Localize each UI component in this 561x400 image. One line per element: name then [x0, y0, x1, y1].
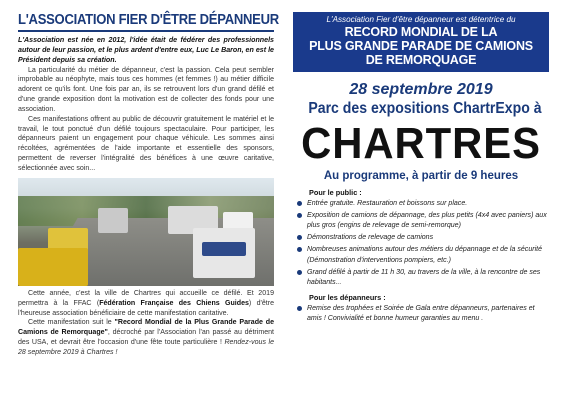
list-item [293, 199, 549, 209]
event-city: CHARTRES [301, 119, 541, 168]
pros-section-title: Pour les dépanneurs : [309, 293, 386, 303]
list-item [293, 233, 549, 243]
text-span: ) d'être l'heureuse association bénéficiaire de cette manifestation caritative. [18, 299, 274, 317]
program-heading: Au programme, à partir de 9 heures [323, 170, 519, 182]
intro-paragraph: L'Association est née en 2012, l'idée était de fédérer des professionnels autour de leur passion, et le plus ardent d'entre eux, Luc Le Baron, en est le Président depuis sa création. [18, 36, 274, 64]
banner-line: PLUS GRANDE PARADE DE CAMIONS [309, 39, 533, 53]
title-divider [18, 30, 274, 32]
paragraph-manifestations: Ces manifestations offrent au public de découvrir gratuitement le matériel et le travail, le tout ponctué d'un défilé toujours spectaculaire. Pour participer, les dépanneurs paient un engagement pour chaque véhicule. Les sommes ainsi récoltées, agrémentées de l'aide importante et essentielle des sponsors, permettent de reverser l'intégralité des bénéfices à une œuvre caritative, sélectionnée avec soin... [18, 115, 274, 172]
list-item-text: Grand défilé à partir de 11 h 30, au travers de la ville, à la rencontre de ses habitants... [307, 268, 541, 286]
ffac-name: Fédération Française des Chiens Guides [99, 299, 249, 307]
pros-list [293, 304, 549, 324]
text-span: Cette manifestation suit le [28, 319, 115, 327]
list-item [293, 268, 549, 288]
list-item-text: Exposition de camions de dépannage, des plus petits (4x4 avec paniers) aux plus gros (engins de relevage de semi-remorque) [307, 212, 547, 230]
list-item-text: Nombreuses animations autour des métiers du dépannage et de la sécurité (Démonstration d'interventions pompiers, etc.) [307, 246, 543, 264]
record-name: "Record Mondial de la Plus Grande Parade de Camions de Remorquage" [18, 319, 274, 337]
photo-truck-panel [202, 242, 246, 256]
paragraph-chartres [18, 289, 274, 319]
bullet-icon [297, 235, 302, 240]
record-banner [293, 12, 549, 72]
list-item [293, 211, 549, 231]
list-item [293, 245, 549, 265]
public-section-title: Pour le public : [309, 188, 362, 197]
list-item-text: Démonstrations de relevage de camions [307, 234, 434, 242]
bullet-icon [297, 270, 302, 275]
text-span: Cette année, c'est la ville de Chartres qui accueille ce défilé. Et 2019 permettra à la FFAC ( [18, 289, 274, 307]
rendezvous-text: Rendez-vous le 28 septembre 2019 à Chartres ! [18, 339, 274, 356]
bullet-icon [297, 306, 302, 311]
left-title: L'ASSOCIATION FIER D'ÊTRE DÉPANNEUR [18, 12, 279, 28]
left-column [18, 12, 279, 358]
banner-line: DE REMORQUAGE [365, 53, 477, 67]
tow-truck-parade-photo [18, 178, 274, 286]
public-list [293, 199, 549, 288]
list-item-text: Remise des trophées et Soirée de Gala entre dépanneurs, partenaires et amis ! Convivialité et bonne humeur garanties au menu . [307, 305, 535, 323]
paragraph-record [18, 318, 274, 357]
text-span: , décroché par l'Association l'an passé au détriment des USA, et devrait être l'occasion d'une fête toute particulière ! [18, 329, 274, 347]
banner-line: RECORD MONDIAL DE LA [344, 25, 498, 39]
banner-intro: L'Association Fier d'être dépanneur est détentrice du [326, 15, 516, 24]
list-item [293, 304, 549, 324]
bullet-icon [297, 213, 302, 218]
list-item-text: Entrée gratuite. Restauration et boissons sur place. [307, 200, 468, 207]
event-venue: Parc des expositions ChartrExpo à [308, 100, 542, 117]
event-date: 28 septembre 2019 [349, 81, 493, 98]
photo-truck [18, 248, 88, 286]
paragraph-passion: La particularité du métier de dépanneur, c'est la passion. Cela peut sembler improbable au néophyte, mais tous ces hommes (et femmes !) au métier difficile adorent ce qu'ils font. Une fois par an, ils se retrouvent lors d'un grand défilé et d'une grande exposition dont la motivation est de collecter des fonds pour une association. [18, 66, 274, 113]
right-column [293, 12, 549, 325]
bullet-icon [297, 247, 302, 252]
bullet-icon [297, 201, 302, 206]
photo-truck [98, 208, 128, 233]
